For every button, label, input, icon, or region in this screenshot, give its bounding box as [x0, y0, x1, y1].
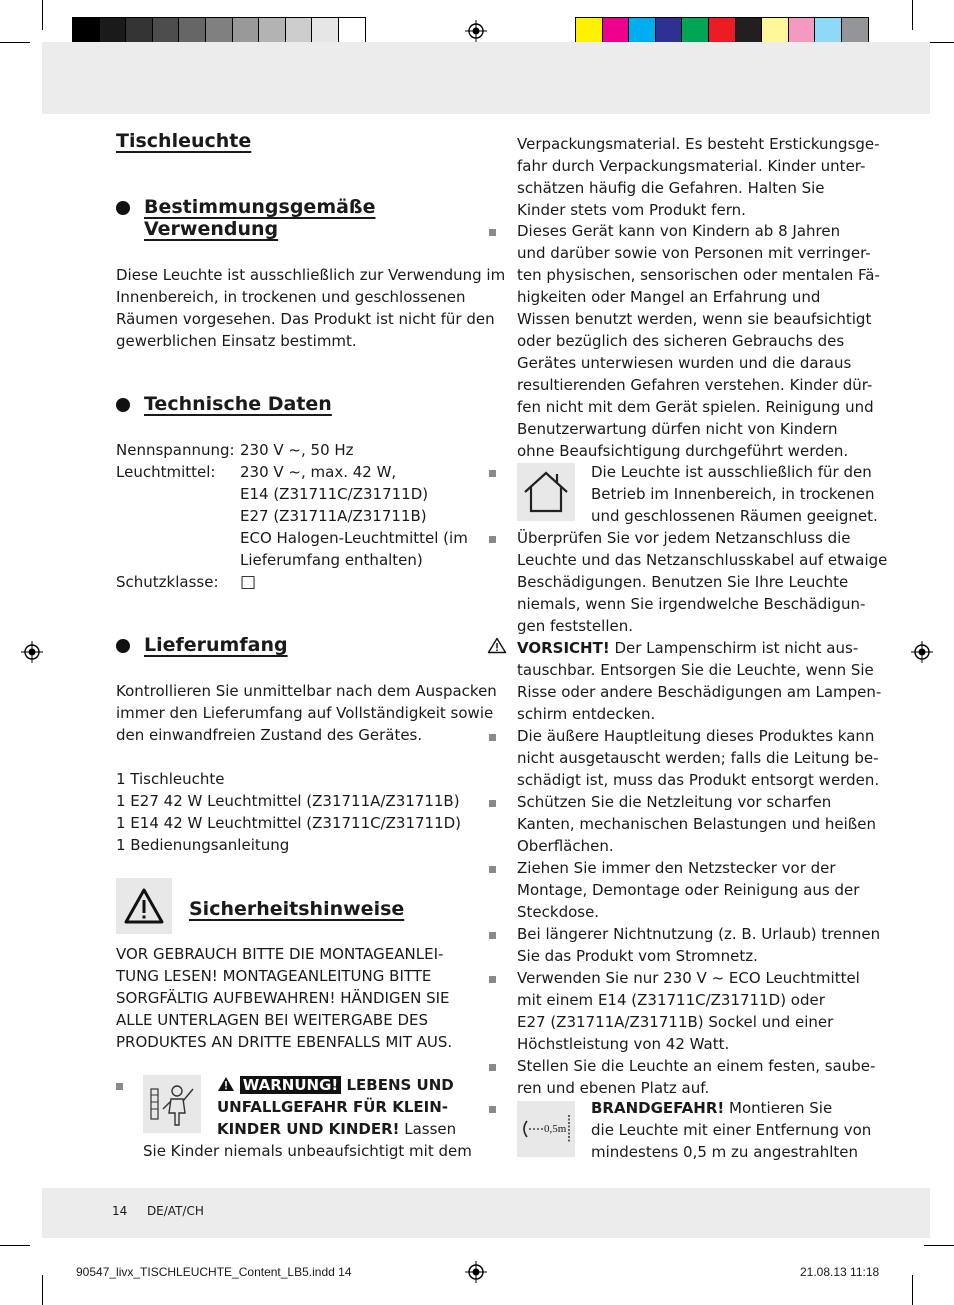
- spec-value: 230 V ~, 50 Hz: [240, 441, 354, 459]
- bullet-square-icon: [489, 536, 496, 543]
- text-run: VORSICHT!: [517, 639, 610, 657]
- text-line: oder bezüglich des sicheren Gebrauchs des: [517, 332, 845, 350]
- child-warning-icon-box: [143, 1075, 201, 1133]
- text-run: Der Lampenschirm ist nicht aus-: [609, 639, 859, 657]
- crop-mark: [0, 42, 30, 43]
- heading-text: Technische Daten: [144, 393, 332, 415]
- crop-mark: [0, 1245, 30, 1246]
- spec-value: Lieferumfang enthalten): [240, 551, 423, 569]
- spec-value: E27 (Z31711A/Z31711B): [240, 507, 427, 525]
- bullet-square-icon: [489, 1064, 496, 1071]
- text-line: und geschlossenen Räumen geeignet.: [591, 507, 878, 525]
- protection-class-icon: □: [240, 572, 257, 592]
- text-line: Sie Kinder niemals unbeaufsichtigt mit dem: [143, 1142, 472, 1160]
- bullet-dot-icon: [116, 639, 130, 653]
- text-line: resultierenden Gefahren verstehen. Kinder dür-: [517, 376, 873, 394]
- bullet-square-icon: [489, 470, 496, 477]
- text-run: KINDER UND KINDER!: [217, 1120, 400, 1138]
- text-line: mit einem E14 (Z31711C/Z31711D) oder: [517, 991, 825, 1009]
- text-line: Überprüfen Sie vor jedem Netzanschluss die: [517, 529, 851, 547]
- spec-key: Schutzklasse:: [116, 573, 219, 591]
- spec-row: [116, 505, 470, 527]
- text-line: gewerblichen Einsatz bestimmt.: [116, 332, 357, 350]
- bullet-square-icon: [489, 800, 496, 807]
- tech-spec-table: [116, 439, 470, 593]
- distance-label: 0,5m: [544, 1123, 567, 1135]
- house-icon: [517, 463, 575, 521]
- text-line: Bei längerer Nichtnutzung (z. B. Urlaub) trennen: [517, 925, 881, 943]
- registration-mark-icon: [465, 1261, 487, 1283]
- text-line: gen feststellen.: [517, 617, 633, 635]
- text-line: Schützen Sie die Netzleitung vor scharfen: [517, 793, 832, 811]
- text-line: ALLE UNTERLAGEN BEI WEITERGABE DES: [116, 1011, 428, 1029]
- caution-triangle-icon: [487, 637, 507, 654]
- text-run: Lassen: [399, 1120, 457, 1138]
- text-line: Verwenden Sie nur 230 V ~ ECO Leuchtmittel: [517, 969, 860, 987]
- text-line: schätzen häufig die Gefahren. Halten Sie: [517, 179, 825, 197]
- fire-paragraph: [591, 1097, 871, 1163]
- text-line: schädigt ist, muss das Produkt entsorgt werden.: [517, 771, 880, 789]
- slug-filename: 90547_livx_TISCHLEUCHTE_Content_LB5.indd 14: [76, 1265, 352, 1279]
- text-line: Gerätes unterwiesen wurden und die daraus: [517, 354, 852, 372]
- text-line: Ziehen Sie immer den Netzstecker vor der: [517, 859, 836, 877]
- intended-use-text: [116, 264, 505, 352]
- text-line: Beschädigungen. Benutzen Sie Ihre Leuchte: [517, 573, 849, 591]
- page-footer: [112, 1203, 204, 1219]
- distance-icon-box: [517, 1101, 575, 1157]
- text-line: Benutzerwartung dürfen nicht von Kindern: [517, 420, 838, 438]
- text-line: nicht ausgetauscht werden; falls die Leitung be-: [517, 749, 879, 767]
- text-line: niemals, wenn Sie irgendwelche Beschädigun-: [517, 595, 866, 613]
- text-line: Die äußere Hauptleitung dieses Produktes kann: [517, 727, 875, 745]
- header-band: [42, 42, 930, 114]
- bullet-text: [517, 725, 879, 791]
- bullet-text: [517, 923, 880, 967]
- text-line: tauschbar. Entsorgen Sie die Leuchte, wenn Sie: [517, 661, 874, 679]
- text-line: Verpackungsmaterial. Es besteht Erstickungsge-: [517, 135, 880, 153]
- text-line: ohne Beaufsichtigung durchgeführt werden.: [517, 442, 849, 460]
- delivery-item: 1 Tischleuchte: [116, 770, 225, 788]
- text-line: Innenbereich, in trockenen und geschlossenen: [116, 288, 466, 306]
- text-line: Betrieb im Innenbereich, in trockenen: [591, 485, 875, 503]
- text-line: Leuchte und das Netzanschlusskabel auf etwaige: [517, 551, 888, 569]
- caution-paragraph: [517, 637, 881, 725]
- spec-row: [116, 461, 470, 483]
- registration-mark-icon: [21, 641, 43, 663]
- text-line: ren und ebenen Platz auf.: [517, 1079, 710, 1097]
- text-line: Höchstleistung von 42 Watt.: [517, 1035, 730, 1053]
- text-run: LEBENS UND: [341, 1076, 454, 1094]
- warning-tag: WARNUNG!: [240, 1076, 341, 1094]
- text-line: fen nicht mit dem Gerät spielen. Reinigung und: [517, 398, 874, 416]
- spec-row: [116, 527, 470, 549]
- spacer: [116, 746, 497, 768]
- heading-line: Bestimmungsgemäße: [144, 196, 376, 218]
- spec-row: [116, 483, 470, 505]
- text-line: Stellen Sie die Leuchte an einem festen, saube-: [517, 1057, 876, 1075]
- crop-mark: [924, 1245, 954, 1246]
- text-line: Wissen benutzt werden, wenn sie beaufsichtigt: [517, 310, 872, 328]
- text-line: Kinder stets vom Produkt fern.: [517, 201, 746, 219]
- spec-key: [116, 505, 240, 527]
- locale-label: DE/AT/CH: [146, 1204, 204, 1218]
- crop-mark: [912, 1275, 913, 1305]
- text-line: SORGFÄLTIG AUFBEWAHREN! HÄNDIGEN SIE: [116, 989, 450, 1007]
- delivery-item: 1 E14 42 W Leuchtmittel (Z31711C/Z31711D): [116, 814, 462, 832]
- spec-value: 230 V ~, max. 42 W,: [240, 463, 397, 481]
- warning-triangle-icon: [116, 878, 172, 934]
- text-line: Räumen vorgesehen. Das Produkt ist nicht für den: [116, 310, 495, 328]
- text-run: Montieren Sie: [724, 1099, 833, 1117]
- page-title: Tischleuchte: [116, 130, 252, 152]
- section-heading-intended-use: [116, 196, 376, 240]
- text-line: den einwandfreien Zustand des Gerätes.: [116, 726, 423, 744]
- text-line: die Leuchte mit einer Entfernung von: [591, 1121, 872, 1139]
- child-hazard-icon: [143, 1075, 201, 1133]
- section-heading-tech: [116, 393, 332, 415]
- bullet-text: [517, 527, 887, 637]
- page-number: 14: [112, 1204, 128, 1218]
- text-line: Sie das Produkt vom Stromnetz.: [517, 947, 758, 965]
- heading-line: Verwendung: [144, 218, 279, 240]
- text-line: immer den Lieferumfang auf Vollständigkeit sowie: [116, 704, 494, 722]
- warning-small-icon: [217, 1076, 235, 1092]
- spec-key: [116, 483, 240, 505]
- text-line: Oberflächen.: [517, 837, 614, 855]
- safety-caps-text: [116, 943, 452, 1053]
- bullet-square-icon: [489, 932, 496, 939]
- spec-row: [116, 571, 470, 593]
- spec-row: [116, 549, 470, 571]
- spec-key: Leuchtmittel:: [116, 463, 216, 481]
- slug-date: 21.08.13 11:18: [800, 1265, 880, 1279]
- text-run: BRANDGEFAHR!: [591, 1099, 725, 1117]
- bullet-square-icon: [489, 866, 496, 873]
- crop-mark: [42, 1275, 43, 1305]
- text-line: higkeiten oder Mangel an Erfahrung und: [517, 288, 821, 306]
- text-line: schirm entdecken.: [517, 705, 656, 723]
- spec-key: [116, 549, 240, 571]
- bullet-dot-icon: [116, 398, 130, 412]
- text-line: E27 (Z31711A/Z31711B) Sockel und einer: [517, 1013, 834, 1031]
- spec-row: [116, 439, 470, 461]
- bullet-dot-icon: [116, 201, 130, 215]
- warning-paragraph: [217, 1074, 477, 1140]
- registration-mark-icon: [465, 20, 487, 42]
- delivery-item: 1 E27 42 W Leuchtmittel (Z31711A/Z31711B): [116, 792, 460, 810]
- text-line: Kanten, mechanischen Belastungen und heißen: [517, 815, 876, 833]
- bullet-square-icon: [489, 734, 496, 741]
- section-heading-delivery: [116, 634, 288, 656]
- bullet-text: [517, 967, 860, 1055]
- text-line: Dieses Gerät kann von Kindern ab 8 Jahren: [517, 222, 841, 240]
- text-line: Montage, Demontage oder Reinigung aus der: [517, 881, 860, 899]
- text-line: Kontrollieren Sie unmittelbar nach dem Auspacken: [116, 682, 497, 700]
- bullet-text: [591, 461, 878, 527]
- spec-key: [116, 527, 240, 549]
- text-line: mindestens 0,5 m zu angestrahlten: [591, 1143, 858, 1161]
- text-line: Diese Leuchte ist ausschließlich zur Verwendung im: [116, 266, 506, 284]
- text-line: TUNG LESEN! MONTAGEANLEITUNG BITTE: [116, 967, 432, 985]
- indoor-use-icon-box: [517, 463, 575, 521]
- spec-value: E14 (Z31711C/Z31711D): [240, 485, 429, 503]
- text-line: Steckdose.: [517, 903, 600, 921]
- bullet-text: [517, 791, 876, 857]
- text-line: ten physischen, sensorischen oder mentalen Fä-: [517, 266, 880, 284]
- spec-value: ECO Halogen-Leuchtmittel (im: [240, 529, 468, 547]
- text-line: und darüber sowie von Personen mit verringer-: [517, 244, 871, 262]
- bullet-square-icon: [489, 229, 496, 236]
- delivery-text: [116, 680, 497, 856]
- spec-key: Nennspannung:: [116, 441, 235, 459]
- registration-mark-icon: [911, 641, 933, 663]
- text-line: UNFALLGEFAHR FÜR KLEIN-: [217, 1098, 448, 1116]
- bullet-text: [517, 857, 859, 923]
- bullet-square-icon: [489, 976, 496, 983]
- text-line: VOR GEBRAUCH BITTE DIE MONTAGEANLEI-: [116, 945, 444, 963]
- warning-icon-box: [116, 878, 172, 934]
- text-line: PRODUKTES AN DRITTE EBENFALLS MIT AUS.: [116, 1033, 453, 1051]
- section-heading-safety: Sicherheitshinweise: [189, 898, 405, 920]
- crop-mark: [42, 0, 43, 30]
- delivery-item: 1 Bedienungsanleitung: [116, 836, 290, 854]
- text-line: fahr durch Verpackungsmaterial. Kinder unter-: [517, 157, 866, 175]
- crop-mark: [912, 0, 913, 30]
- text-line: Die Leuchte ist ausschließlich für den: [591, 463, 872, 481]
- heading-text: Lieferumfang: [144, 634, 288, 656]
- bullet-text: [517, 220, 880, 462]
- bullet-text: [517, 1055, 875, 1099]
- text-line: Risse oder andere Beschädigungen am Lampen-: [517, 683, 882, 701]
- bullet-square-icon: [489, 1106, 496, 1113]
- bullet-square-icon: [116, 1083, 123, 1090]
- continued-text: [517, 133, 880, 221]
